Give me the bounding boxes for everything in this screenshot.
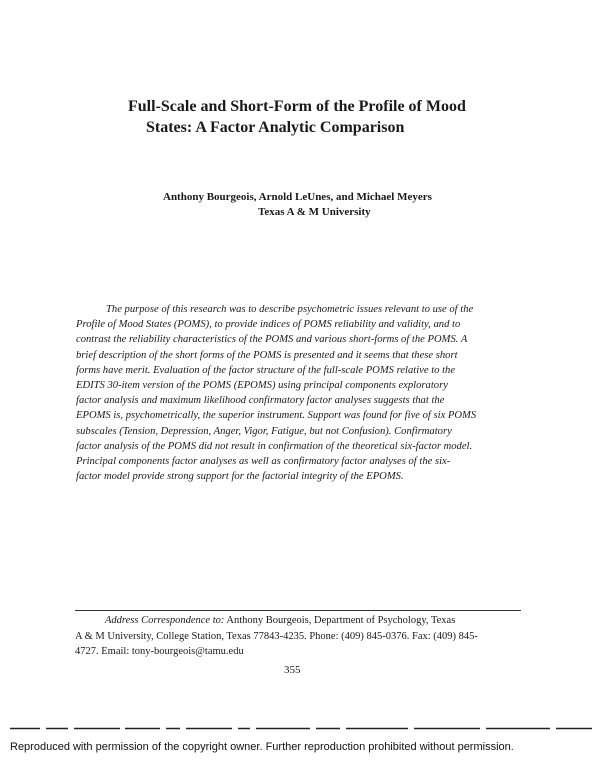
abstract-line: subscales (Tension, Depression, Anger, Vigor, Fatigue, but not Confusion). Confirmatory (76, 425, 452, 437)
abstract-line: contrast the reliability characteristics of the POMS and various short-forms of the POMS. A (76, 334, 468, 346)
title-line-2: States: A Factor Analytic Comparison (146, 119, 405, 136)
page-number: 355 (284, 664, 301, 676)
abstract-line: The purpose of this research was to describe psychometric issues relevant to use of the (106, 304, 474, 315)
title-line-1: Full-Scale and Short-Form of the Profile of Mood (128, 98, 466, 115)
abstract-line: EPOMS is, psychometrically, the superior instrument. Support was found for five of six POMS (76, 410, 477, 422)
footnote-divider (75, 610, 521, 611)
scan-artifact-line (10, 727, 592, 730)
footnote-lead: Address Correspondence to: (105, 615, 225, 626)
abstract-line: forms have merit. Evaluation of the factor structure of the full-scale POMS relative to the (76, 364, 456, 376)
abstract-line: EDITS 30-item version of the POMS (EPOMS) using principal components exploratory (76, 380, 448, 392)
authors: Anthony Bourgeois, Arnold LeUnes, and Michael Meyers (163, 191, 432, 203)
abstract-line: factor model provide strong support for the factorial integrity of the EPOMS. (76, 471, 404, 483)
correspondence-footnote (75, 613, 530, 660)
footnote-line: A & M University, College Station, Texas 77843-4235. Phone: (409) 845-0376. Fax: (409) 845- (75, 630, 478, 642)
abstract-line: Principal components factor analyses as well as confirmatory factor analyses of the six- (76, 456, 451, 468)
footnote-line (75, 613, 530, 629)
abstract-line: factor analysis of the POMS did not result in confirmation of the theoretical six-factor model. (76, 440, 473, 452)
abstract-line: Profile of Mood States (POMS), to provide indices of POMS reliability and validity, and to (76, 319, 461, 331)
copyright-notice: Reproduced with permission of the copyright owner. Further reproduction prohibited without permission. (10, 741, 514, 753)
footnote-line: 4727. Email: tony-bourgeois@tamu.edu (75, 646, 244, 657)
abstract (76, 302, 528, 484)
affiliation: Texas A & M University (258, 206, 371, 218)
abstract-line: brief description of the short forms of the POMS is presented and it seems that these short (76, 349, 458, 361)
abstract-line: factor analysis and maximum likelihood confirmatory factor analyses suggests that the (76, 395, 445, 407)
footnote-line-1-rest: Anthony Bourgeois, Department of Psychology, Texas (224, 615, 456, 626)
